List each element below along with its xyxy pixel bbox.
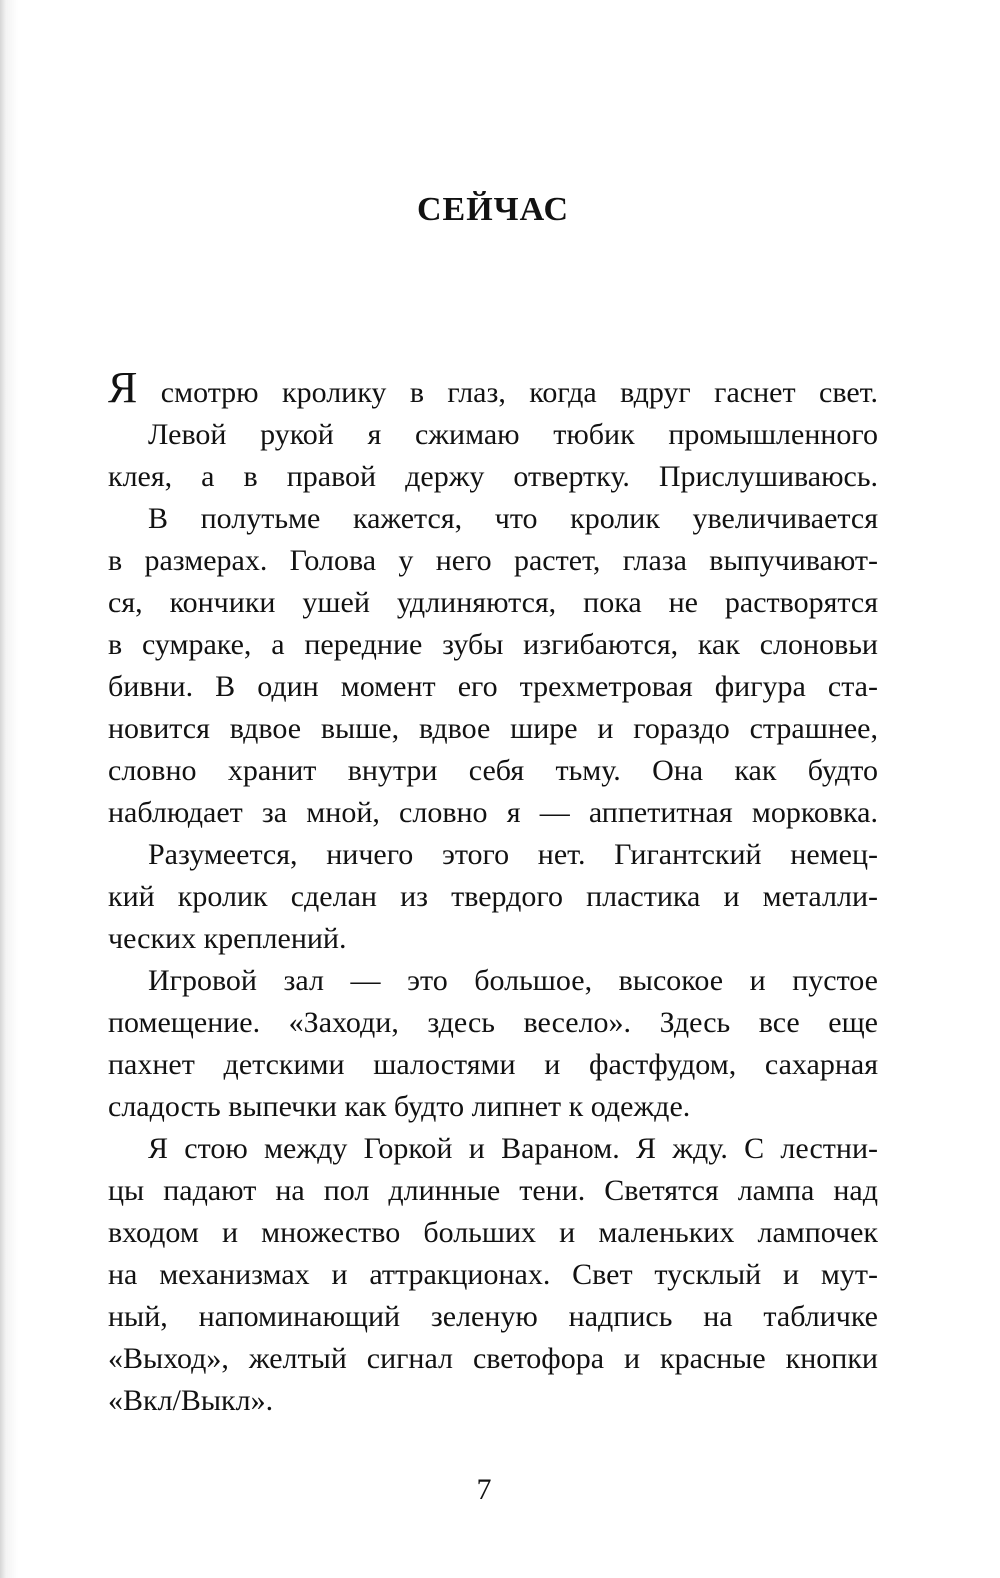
text-line: на механизмах и аттракционах. Свет тусклый и мут- xyxy=(108,1258,878,1291)
text-line: Левой рукой я сжимаю тюбик промышленного xyxy=(148,418,878,451)
text-line: цы падают на пол длинные тени. Светятся лампа над xyxy=(108,1174,878,1207)
text-line: пахнет детскими шалостями и фастфудом, сахарная xyxy=(108,1048,878,1081)
text-line: Я стою между Горкой и Вараном. Я жду. С лестни- xyxy=(148,1132,878,1165)
text-line: ческих креплений. xyxy=(108,922,347,955)
text-line: в сумраке, а передние зубы изгибаются, как слоновьи xyxy=(108,628,878,661)
paragraph xyxy=(108,834,878,960)
text-line: помещение. «Заходи, здесь весело». Здесь все еще xyxy=(108,1006,878,1039)
body-text xyxy=(108,363,878,1422)
page-number: 7 xyxy=(476,1473,492,1506)
text-line: «Вкл/Выкл». xyxy=(108,1384,274,1417)
chapter-title: СЕЙЧАС xyxy=(416,191,570,228)
text-line: наблюдает за мной, словно я — аппетитная морковка. xyxy=(108,796,878,829)
text-line: В полутьме кажется, что кролик увеличивается xyxy=(148,502,878,535)
paragraph xyxy=(108,414,878,498)
text-line: Игровой зал — это большое, высокое и пустое xyxy=(148,964,878,997)
text-line: Я смотрю кролику в глаз, когда вдруг гаснет свет. xyxy=(108,363,878,412)
paragraph xyxy=(108,960,878,1128)
text-line: входом и множество больших и маленьких лампочек xyxy=(108,1216,878,1249)
paragraph xyxy=(108,498,878,834)
text-line: сладость выпечки как будто липнет к одежде. xyxy=(108,1090,691,1123)
paragraph xyxy=(108,363,878,414)
text-line: кий кролик сделан из твердого пластика и металли- xyxy=(108,880,878,913)
text-line: клея, а в правой держу отвертку. Прислушиваюсь. xyxy=(108,460,878,493)
text-line: ный, напоминающий зеленую надпись на табличке xyxy=(108,1300,878,1333)
text-line: Разумеется, ничего этого нет. Гигантский немец- xyxy=(148,838,878,871)
text-line: бивни. В один момент его трехметровая фигура ста- xyxy=(108,670,878,703)
text-line: в размерах. Голова у него растет, глаза выпучивают- xyxy=(108,544,878,577)
text-line: «Выход», желтый сигнал светофора и красные кнопки xyxy=(108,1342,878,1375)
text-line: ся, кончики ушей удлиняются, пока не растворятся xyxy=(108,586,878,619)
paragraph xyxy=(108,1128,878,1422)
text-line: словно хранит внутри себя тьму. Она как будто xyxy=(108,754,878,787)
text-line: новится вдвое выше, вдвое шире и гораздо страшнее, xyxy=(108,712,878,745)
